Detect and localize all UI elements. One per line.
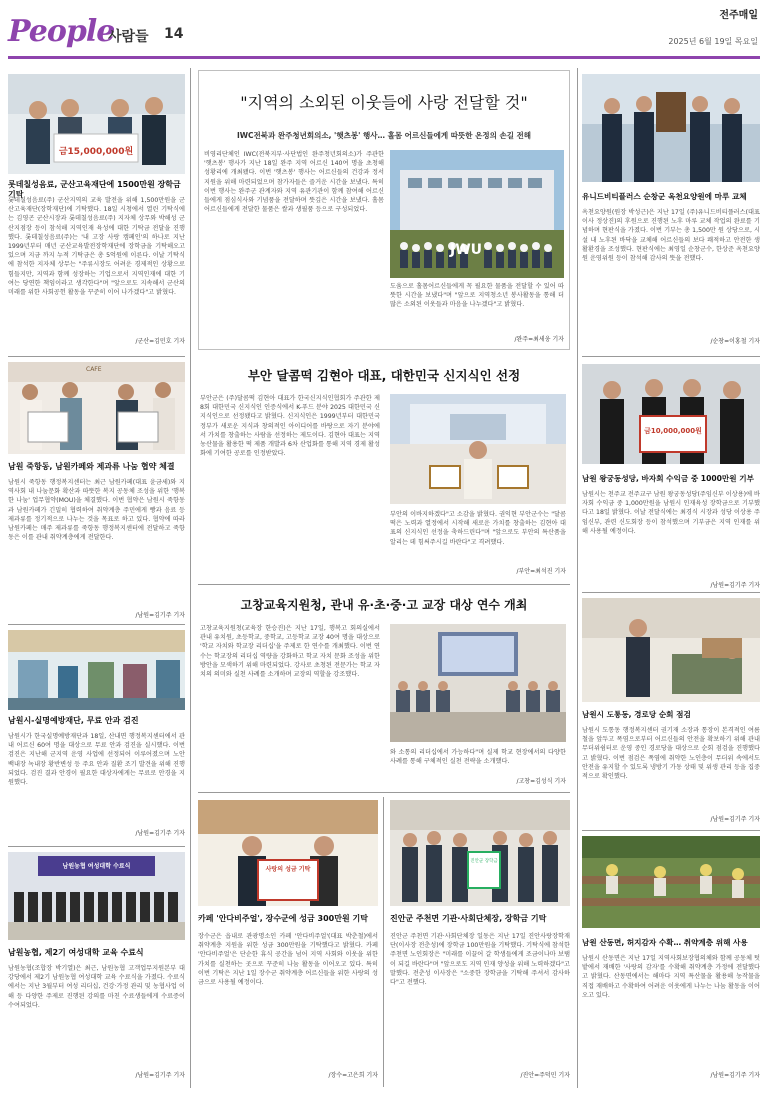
article-body: 남원시 도통동 행정복지센터 권기재 소장과 통장이 본격적인 여름철을 앞두고 폭염으로부터 어르신들의 안전을 확보하기 위해 관내 무더위쉼터로 운영 중인 경로당을 대상으로 순회 점검을 진행했다고 밝혔다. 이번 점검은 폭염에 취약한 노인층이 무더위 속에서도 안전을 유지할 수 있도록 냉방기 가동 상태 및 위생 관리 등을 집중적으로 확인했다.: [582, 727, 760, 781]
article-headline: 남원농협, 제2기 여성대학 교육 수료식: [8, 948, 144, 957]
article-photo: [390, 394, 566, 504]
article-photo: [582, 364, 760, 464]
cafe-sign: CAFE: [86, 366, 102, 373]
article-byline: /부안=최석진 기자: [516, 568, 566, 575]
article-byline: /남원=김기주 기자: [135, 830, 185, 837]
page-number: 14: [164, 26, 184, 42]
article-body: 장수군은 읍내로 관광명소인 카페 '안다비주얼'(대표 박춘철)에서 취약계층 지원을 위한 성금 300만원을 기탁했다고 밝혔다. 카페 '안다비주얼'은 단순한 휴식 공간을 넘어 지역 사회와 이웃을 위한 가치를 실천하는 곳으로 꾸준히 나눔 활동을 이어오고 있다. 특히 이번 기탁은 지난 1일 장수군 취약계층 어르신들을 위한 사랑의 성금으로 사용될 예정이다.: [198, 933, 378, 987]
article-byline: /순창=이홍철 기자: [710, 338, 760, 345]
article-body: 남원시 산동면은 지난 17일 지역사회보장협의체와 함께 공동체 텃밭에서 재배한 '사랑의 감자'를 수확해 취약계층 가정에 전달했다고 밝혔다. 산동면에서는 해마다 지역 특산물을 활용해 농작물을 직접 재배하고 수확하여 어려운 이웃에게 나누는 나눔 활동을 이어오고 있다.: [582, 955, 760, 999]
column-divider: [577, 68, 578, 1088]
article-photo: [582, 74, 760, 182]
feature-byline: /완주=최세웅 기자: [514, 336, 564, 343]
column-divider: [383, 797, 384, 1087]
article-headline: 남원 산동면, 허지감자 수확… 취약계층 위해 사용: [582, 938, 748, 947]
donation-sign: 금15,000,000원: [58, 147, 134, 157]
article-headline: 고창교육지원청, 관내 유·초·중·고 교장 대상 연수 개최: [240, 598, 528, 612]
section-brand: People: [8, 14, 115, 49]
article-photo: [582, 598, 760, 702]
article-headline: 롯데칠성음료, 군산고육재단에 1500만원 장학금 기탁: [8, 180, 181, 199]
article-photo: [8, 362, 185, 454]
article-body: 남원농협(조합장 박기열)은 최근, 남원농협 고객업무지원본부 대강당에서 제2기 남원농협 여성대학 교육 수료식을 가졌다. 수료식에서는 지난 3월부터 여성 리더십, 건강·가정 관리 및 농협사업 이해 등 다양한 주제로 진행된 강의를 마친 수료생들에게 수료증이 수여되었다.: [8, 965, 185, 1009]
feature-body-left: 비영리단체인 IWC(전북지부·사단법인 완주청년회의소)가 주관한 '햇츠봉' 행사가 지난 18일 완주 지역 어르신 140여 명을 초청해 성황리에 개최됐다. 이번 '햇츠봉' 행사는 어르신들의 건강과 정서 지원을 위해 마련되었으며 참가자들은 즐거운 시간을 보냈다. 특히 이번 행사는 완주군 관계자와 지역 유관기관이 함께 참여해 어르신들에게 점심식사와 기념품을 전달하며 뜻깊은 시간을 보냈다. 홀몸어르신들에게 전달한 물품은 쌀과 생필품 등으로 구성되었다.: [204, 151, 384, 214]
article-byline: /남원=김기주 기자: [135, 1072, 185, 1079]
column-divider: [190, 68, 191, 1088]
article-body: 부안군은 (주)달콤떡 김현아 대표가 한국신지식인협회가 주관한 제8회 대한민국 신지식인 인증식에서 K-푸드 분야 2025 대한민국 신지식인으로 선정됐다고 밝혔다. 신지식인은 1999년부터 대한민국 정부가 새로운 지식과 창의적인 아이디어를 바탕으로 자기 분야에서 가치를 창출하는 사람을 선정하는 제도이다. 김현아 대표는 지역 농산물을 활용한 떡 제품 개발과 6차 산업화를 통해 지역 경제 활성화에 기여한 공로를 인정받았다.: [200, 395, 380, 458]
donation-sign: 사랑의 성금 기탁: [265, 866, 311, 873]
article-body: 와 소통의 리더십에서 가능하다"며 실제 학교 현장에서의 다양한 사례를 통해 구체적인 실천 전략을 소개했다.: [390, 749, 566, 766]
article-photo: [8, 74, 185, 174]
article-body: 남원시는 천주교 전주교구 남원 왕궁동성당(주임신부 이상용)에 바자회 수익금 중 1,000만원을 남원시 인재육성 장학금으로 기부했다고 18일 밝혔다. 이날 전달식에는 최경식 시장과 성당 이상용 주임신부, 관련 신도회장 등이 참석했으며 기부금은 지역 인재를 위해 사용될 예정이다.: [582, 491, 760, 535]
article-byline: /장수=고은희 기자: [328, 1072, 378, 1079]
article-photo: [8, 852, 185, 940]
donation-sign: 금10,000,000원: [644, 427, 702, 435]
page-header: [0, 0, 768, 62]
ceremony-banner: 남원농협 여성대학 수료식: [62, 863, 131, 870]
article-byline: /진안=주덕민 기자: [520, 1072, 570, 1079]
donation-sign: 진안군 장학금: [470, 859, 498, 864]
section-name: 사람들: [108, 29, 149, 45]
article-byline: /남원=김기주 기자: [135, 612, 185, 619]
article-divider: [198, 584, 570, 585]
article-headline: 부안 달콤떡 김현아 대표, 대한민국 신지식인 선정: [247, 368, 521, 383]
article-body: 옥천요양원(원장 박성근)은 지난 17일 (주)유니드비티플러스(대표이사 정상진)의 후원으로 진행된 노후 마루 교체 작업의 완료를 기념하며 현판식을 가졌다. 이번 기부는 총 1,500만 원 상당으로, 시설 내 노후된 바닥을 교체해 어르신들의 보다 쾌적하고 안전한 생활환경을 조성했다. 현판식에는 최영일 순창군수, 한상준 옥천요양원 운영위원 등이 참석해 감사의 뜻을 전했다.: [582, 209, 760, 263]
article-divider: [8, 846, 185, 847]
article-divider: [8, 624, 185, 625]
article-photo: [390, 624, 566, 742]
feature-body-right: 도움으로 홀몸어르신들에게 꼭 필요한 물품을 전달할 수 있어 따뜻한 시간을 보냈다"며 "앞으로 지역청소년 봉사활동을 통해 더 많은 소외된 이웃들과 마음을 나누겠다"고 밝혔다.: [390, 283, 564, 309]
feature-headline: "지역의 소외된 이웃들에 사랑 전달할 것": [240, 93, 528, 112]
article-byline: /남원=김기주 기자: [710, 816, 760, 823]
article-headline: 남원시-실명예방재단, 무료 안과 검진: [8, 716, 139, 725]
header-rule: [8, 56, 760, 59]
article-body: 진안군 주천면 기관·사회단체장 일동은 지난 17일 진안사랑장학재단(이사장 전춘성)에 장학금 100만원을 기탁했다. 기탁식에 참석한 주천면 노인회장은 "미래를 이끌어 갈 학생들에게 조금이나마 보탬이 되길 바란다"며 "앞으로도 지역 인재 양성을 위해 노력하겠다"고 말했다. 전춘성 이사장은 "소중한 장학금을 기탁해 주셔서 감사하다"고 전했다.: [390, 933, 570, 987]
article-byline: /고창=김성식 기자: [516, 778, 566, 785]
article-byline: /남원=김기주 기자: [710, 582, 760, 589]
article-body: 남원시가 한국실명예방재단과 18일, 산내면 행정복지센터에서 관내 어르신 60여 명을 대상으로 무료 안과 검진을 실시했다. 이번 검진은 지난해 군지역 운영 사업에 선정되어 이루어졌으며 노안 백내장 녹내장 황반변성 등 주요 안과 질환 조기 발견을 위해 진행되었다. 검진 결과 안경이 필요한 대상자에게는 무료로 안경을 지원했다.: [8, 733, 185, 787]
article-body: 고창교육지원청(교육장 한승진)은 지난 17일, 행복고 회의실에서 관내 유치원, 초등학교, 중학교, 고등학교 교장 40여 명을 대상으로 '학교 자치와 학교장 리더십'을 주제로 한 연수를 개최했다. 이번 연수는 학교장의 리더십 역량을 강화하고 학교 자치 문화 조성을 위한 방안을 모색하기 위해 마련되었다. 강사로 초청된 전문가는 학교 자치의 의미와 실천 사례를 소개하며 교장의 역할을 강조했다.: [200, 625, 380, 679]
feature-photo: [390, 150, 564, 278]
article-divider: [582, 592, 760, 593]
article-photo: [8, 630, 185, 710]
article-body: 부안의 이바지하겠다"고 소감을 밝혔다. 권익현 부안군수는 "달콤떡은 노력과 열정에서 시작해 새로운 가치를 창출하는 김현아 대표의 신지식인 선정을 축하드린다"며 "앞으로도 부안의 특산품을 알리는 데 힘써주시길 바란다"고 격려했다.: [390, 511, 566, 546]
article-byline: /군산=김민호 기자: [135, 338, 185, 345]
newspaper-name: 전주매일: [719, 10, 758, 21]
article-divider: [8, 356, 185, 357]
article-headline: 남원 죽항동, 남원카페와 제과류 나눔 협약 체결: [8, 462, 175, 471]
article-byline: /남원=김기주 기자: [710, 1072, 760, 1079]
article-photo: [198, 800, 378, 906]
article-headline: 남원 왕궁동성당, 바자회 수익금 중 1000만원 기부: [582, 474, 754, 483]
article-headline: 남원시 도통동, 경로당 순회 점검: [582, 710, 691, 719]
issue-date: 2025년 6월 19일 목요일: [668, 37, 758, 46]
article-photo: [582, 836, 760, 928]
article-divider: [582, 830, 760, 831]
article-body: 롯데칠성음료(주) 군산지역의 교육 발전을 위해 1,500만원을 군산고육재단(장학재단)에 기탁했다. 18일 시청에서 열린 기탁식에는 김영곤 군산시장과 롯데칠성음료(주) 지자체 상무와 박해성 군산지점장 등이 참석해 지역인재 육성에 대한 기탁금 전달을 진행했다. 롯데칠성음료(주)는 '내 고장 사랑 캠페인'의 하나로 지난 1999년부터 매년 군산교육발전장학재단에 장학금을 기탁해오고 있으며 지금 까지 누적 기탁금은 총 5억원에 이른다. 이날 기탁식에 참석한 지자체 상무는 "주류시장도 어려운 경제적인 상황으로 힘들지만, 지역과 함께 성장하는 기업으로서 지역인재에 대한 기여는 당연한 책임이라고 생각한다"며 "앞으로도 지속해서 군산의 미래를 위한 사회공헌 활동을 꾸준히 이어 나가겠다"고 밝혔다.: [8, 197, 185, 297]
jwu-letters: JWU: [450, 242, 483, 258]
feature-subheadline: IWC전북과 완주청년회의소, '햇츠봉' 행사… 홀몸 어르신들에게 따뜻한 온정의 손길 전해: [236, 131, 532, 140]
article-body: 남원시 죽항동 행정복지센터는 최근 남원카페(대표 윤금세)와 지역사회 내 나눔문화 확산과 따뜻한 복지 공동체 조성을 위한 '행복한 나눔' 업무협약(MOU)을 체결했다. 이번 협약은 남원시 죽항동과 남원카페가 긴밀히 협력하여 취약계층 주민에게 빵과 음료 등 제과류를 정기적으로 나누는 것을 목표로 하고 있다. 협약에 따라 남원카페는 매주 제과류를 죽항동 행정복지센터에 전달하고 죽항동은 이를 관내 취약계층에게 전달한다.: [8, 479, 185, 542]
article-photo: [390, 800, 570, 906]
article-headline: 카페 '안다비주얼', 장수군에 성금 300만원 기탁: [198, 914, 368, 923]
article-divider: [198, 792, 570, 793]
article-divider: [582, 356, 760, 357]
article-headline: 유니드비티플러스 순창군 옥천요양원에 마루 교체: [582, 192, 747, 201]
article-headline: 진안군 주천면 기관·사회단체장, 장학금 기탁: [390, 914, 547, 923]
